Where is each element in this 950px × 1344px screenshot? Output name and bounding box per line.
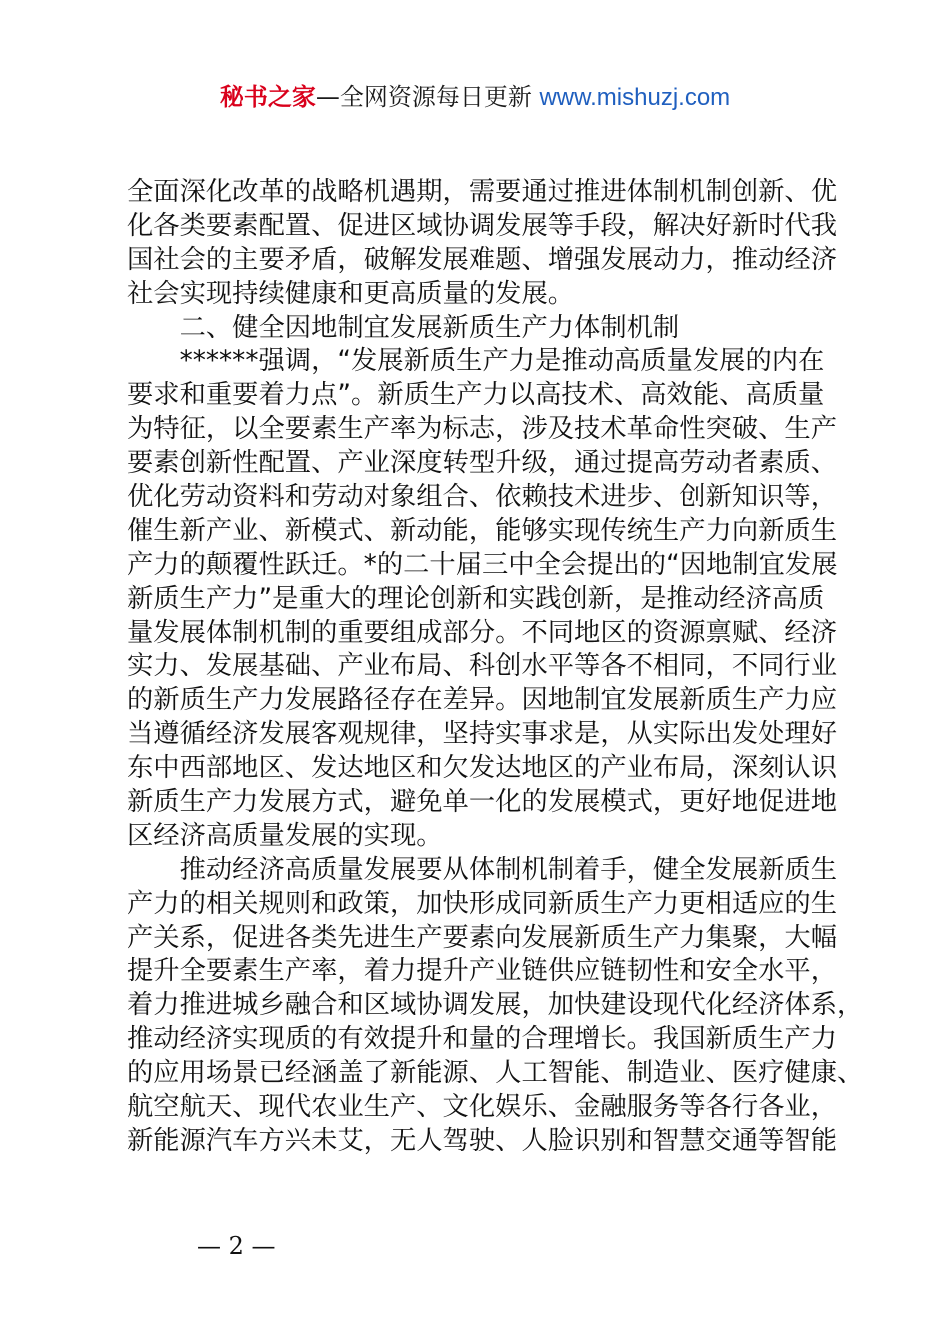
site-header (0, 80, 950, 115)
text-line: 产关系，促进各类先进生产要素向发展新质生产力集聚，大幅 (127, 922, 838, 953)
text-line: 化各类要素配置、促进区域协调发展等手段，解决好新时代我 (127, 210, 838, 241)
text-line: 要求和重要着力点”。新质生产力以高技术、高效能、高质量 (127, 380, 825, 411)
text-line: 优化劳动资料和劳动对象组合、依赖技术进步、创新知识等， (127, 482, 838, 513)
text-line: 新能源汽车方兴未艾，无人驾驶、人脸识别和智慧交通等智能 (127, 1125, 838, 1156)
text-line: 为特征，以全要素生产率为标志，涉及技术革命性突破、生产 (127, 414, 838, 445)
text-line: ******强调，“发展新质生产力是推动高质量发展的内在 (127, 346, 825, 377)
document-body (127, 176, 864, 1159)
text-line: 东中西部地区、发达地区和欠发达地区的产业布局，深刻认识 (127, 753, 838, 784)
text-line: 新质生产力发展方式，避免单一化的发展模式，更好地促进地 (127, 787, 838, 818)
site-url[interactable]: www.mishuzj.com (539, 84, 731, 111)
text-line: 新质生产力”是重大的理论创新和实践创新，是推动经济高质 (127, 583, 825, 614)
text-line: 着力推进城乡融合和区域协调发展，加快建设现代化经济体系， (127, 990, 864, 1021)
text-line: 社会实现持续健康和更高质量的发展。 (127, 278, 575, 309)
text-line: 航空航天、现代农业生产、文化娱乐、金融服务等各行各业， (127, 1092, 838, 1123)
text-line: 催生新产业、新模式、新动能，能够实现传统生产力向新质生 (127, 515, 838, 546)
text-line: 推动经济实现质的有效提升和量的合理增长。我国新质生产力 (127, 1024, 838, 1055)
header-tagline: —全网资源每日更新 (315, 83, 532, 111)
text-line: 区经济高质量发展的实现。 (127, 820, 443, 851)
text-line: 全面深化改革的战略机遇期，需要通过推进体制机制创新、优 (127, 177, 838, 207)
page-number: — 2 — (197, 1232, 276, 1260)
text-line: 量发展体制机制的重要组成部分。不同地区的资源禀赋、经济 (127, 617, 838, 648)
text-line: 产力的相关规则和政策，加快形成同新质生产力更相适应的生 (127, 888, 838, 919)
text-line: 要素创新性配置、产业深度转型升级，通过提高劳动者素质、 (127, 448, 838, 479)
text-line: 国社会的主要矛盾，破解发展难题、增强发展动力，推动经济 (127, 244, 838, 275)
text-line: 当遵循经济发展客观规律，坚持实事求是，从实际出发处理好 (127, 719, 838, 750)
text-line: 实力、发展基础、产业布局、科创水平等各不相同，不同行业 (127, 651, 838, 682)
text-line: 提升全要素生产率，着力提升产业链供应链韧性和安全水平， (127, 956, 838, 987)
text-line: 的应用场景已经涵盖了新能源、人工智能、制造业、医疗健康、 (127, 1058, 864, 1089)
text-line: 推动经济高质量发展要从体制机制着手，健全发展新质生 (127, 854, 838, 885)
brand-name: 秘书之家 (219, 83, 316, 111)
text-line: 的新质生产力发展路径存在差异。因地制宜发展新质生产力应 (127, 685, 838, 716)
section-heading: 二、健全因地制宜发展新质生产力体制机制 (127, 312, 680, 343)
text-line: 产力的颠覆性跃迁。*的二十届三中全会提出的“因地制宜发展 (127, 549, 838, 580)
